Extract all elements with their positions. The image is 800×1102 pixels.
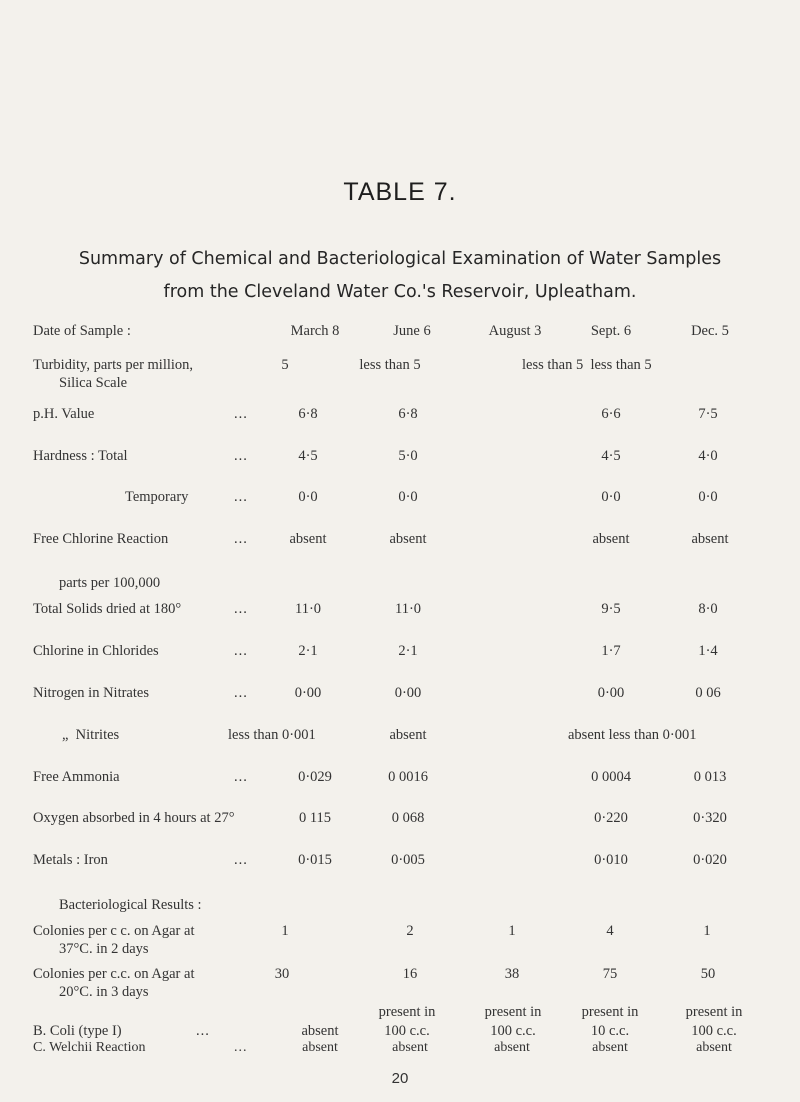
date-march: March 8 (290, 323, 340, 339)
colonies-20c-aug: 38 (504, 966, 520, 982)
total-solids-march: 11·0 (294, 601, 322, 617)
bcoli-june-line2: 100 c.c. (384, 1023, 430, 1039)
ph-sept: 6·6 (601, 406, 621, 422)
free-ammonia-dec: 0 013 (693, 769, 727, 785)
colonies-20c-label-days: 20°C. in 3 days (59, 984, 149, 1000)
iron-dec: 0·020 (693, 852, 727, 868)
oxygen-absorbed-march: 0 115 (298, 810, 332, 826)
turbidity-june: less than 5 (359, 357, 421, 373)
subtitle-line-1: Summary of Chemical and Bacteriological Examination of Water Samples (78, 249, 722, 269)
hardness-temporary-dec: 0·0 (698, 489, 718, 505)
nitrates-march: 0·00 (294, 685, 322, 701)
welchii-june: absent (392, 1040, 428, 1055)
nitrates-dec: 0 06 (695, 685, 721, 701)
bcoli-label: B. Coli (type I) (33, 1023, 122, 1039)
bacteriological-heading: Bacteriological Results : (59, 897, 202, 913)
chlorides-sept: 1·7 (601, 643, 621, 659)
free-chlorine-dec: absent (691, 531, 729, 547)
colonies-20c-dec: 50 (700, 966, 716, 982)
colonies-20c-sept: 75 (602, 966, 618, 982)
oxygen-absorbed-sept: 0·220 (594, 810, 628, 826)
oxygen-absorbed-label: Oxygen absorbed in 4 hours at 27° (33, 810, 235, 826)
iron-label: Metals : Iron (33, 852, 108, 868)
oxygen-absorbed-june: 0 068 (391, 810, 425, 826)
hardness-temporary-label: Temporary (125, 489, 189, 505)
free-chlorine-dots: ... (234, 531, 248, 547)
iron-june: 0·005 (391, 852, 425, 868)
colonies-37c-aug: 1 (508, 923, 516, 939)
hardness-total-sept: 4·5 (601, 448, 621, 464)
total-solids-june: 11·0 (394, 601, 422, 617)
ph-dots: ... (234, 406, 248, 422)
iron-dots: ... (234, 852, 248, 868)
total-solids-dots: ... (234, 601, 248, 617)
nitrites-march: less than 0·001 (228, 727, 316, 743)
hardness-temporary-sept: 0·0 (601, 489, 621, 505)
welchii-dots: ... (234, 1040, 248, 1055)
welchii-label: C. Welchii Reaction (33, 1040, 146, 1055)
chlorides-june: 2·1 (398, 643, 418, 659)
colonies-37c-sept: 4 (606, 923, 614, 939)
date-june: June 6 (393, 323, 431, 339)
total-solids-dec: 8·0 (698, 601, 718, 617)
nitrates-dots: ... (234, 685, 248, 701)
nitrites-june: absent (389, 727, 427, 743)
ph-march: 6·8 (298, 406, 318, 422)
colonies-20c-june: 16 (402, 966, 418, 982)
total-solids-label: Total Solids dried at 180° (33, 601, 182, 617)
free-chlorine-june: absent (389, 531, 427, 547)
units-heading: parts per 100,000 (59, 575, 161, 591)
turbidity-march: 5 (281, 357, 289, 373)
hardness-total-label: Hardness : Total (33, 448, 128, 464)
colonies-37c-label-days: 37°C. in 2 days (59, 941, 149, 957)
nitrates-june: 0·00 (394, 685, 422, 701)
bcoli-aug-line1: present in (484, 1004, 542, 1020)
colonies-37c-june: 2 (406, 923, 414, 939)
date-of-sample-label: Date of Sample : (33, 323, 131, 339)
bcoli-aug-line2: 100 c.c. (490, 1023, 536, 1039)
free-ammonia-march: 0·029 (298, 769, 332, 785)
free-chlorine-label: Free Chlorine Reaction (33, 531, 169, 547)
free-ammonia-dots: ... (234, 769, 248, 785)
free-ammonia-label: Free Ammonia (33, 769, 120, 785)
turbidity-label: Turbidity, parts per million, (33, 357, 194, 373)
oxygen-absorbed-dec: 0·320 (693, 810, 727, 826)
hardness-temporary-june: 0·0 (398, 489, 418, 505)
hardness-total-march: 4·5 (298, 448, 318, 464)
free-chlorine-sept: absent (592, 531, 630, 547)
chlorides-label: Chlorine in Chlorides (33, 643, 159, 659)
colonies-20c-label: Colonies per c.c. on Agar at (33, 966, 195, 982)
colonies-37c-label: Colonies per c c. on Agar at (33, 923, 195, 939)
hardness-temporary-dots: ... (234, 489, 248, 505)
hardness-total-dec: 4·0 (698, 448, 718, 464)
date-dec: Dec. 5 (691, 323, 729, 339)
date-sept: Sept. 6 (590, 323, 632, 339)
ph-dec: 7·5 (698, 406, 718, 422)
iron-sept: 0·010 (594, 852, 628, 868)
chlorides-dec: 1·4 (698, 643, 718, 659)
hardness-temporary-march: 0·0 (298, 489, 318, 505)
subtitle-line-2: from the Cleveland Water Co.'s Reservoir, Upleatham. (163, 282, 637, 302)
table-title: TABLE 7. (343, 178, 457, 206)
chlorides-march: 2·1 (298, 643, 318, 659)
hardness-total-dots: ... (234, 448, 248, 464)
colonies-37c-dec: 1 (703, 923, 711, 939)
welchii-sept: absent (592, 1040, 628, 1055)
nitrates-sept: 0·00 (597, 685, 625, 701)
hardness-total-june: 5·0 (398, 448, 418, 464)
welchii-march: absent (302, 1040, 338, 1055)
colonies-37c-march: 1 (281, 923, 289, 939)
nitrites-sept-dec: absent less than 0·001 (568, 727, 697, 743)
nitrates-label: Nitrogen in Nitrates (33, 685, 149, 701)
total-solids-sept: 9·5 (601, 601, 621, 617)
ph-label: p.H. Value (33, 406, 95, 422)
turbidity-other: less than 5 less than 5 (522, 357, 652, 373)
free-ammonia-june: 0 0016 (388, 769, 428, 785)
bcoli-sept-line1: present in (581, 1004, 639, 1020)
bcoli-sept-line2: 10 c.c. (590, 1023, 630, 1039)
welchii-aug: absent (494, 1040, 530, 1055)
ph-june: 6·8 (398, 406, 418, 422)
bcoli-dec-line1: present in (685, 1004, 743, 1020)
date-august: August 3 (488, 323, 542, 339)
bcoli-dots: ... (196, 1023, 210, 1039)
colonies-20c-march: 30 (274, 966, 290, 982)
iron-march: 0·015 (298, 852, 332, 868)
bcoli-june-line1: present in (378, 1004, 436, 1020)
bcoli-dec-line2: 100 c.c. (691, 1023, 737, 1039)
page-number: 20 (391, 1070, 409, 1087)
free-ammonia-sept: 0 0004 (591, 769, 631, 785)
bcoli-march: absent (301, 1023, 339, 1039)
welchii-dec: absent (696, 1040, 732, 1055)
chlorides-dots: ... (234, 643, 248, 659)
turbidity-label-scale: Silica Scale (59, 375, 128, 391)
free-chlorine-march: absent (289, 531, 327, 547)
nitrites-label: „ Nitrites (62, 727, 120, 743)
